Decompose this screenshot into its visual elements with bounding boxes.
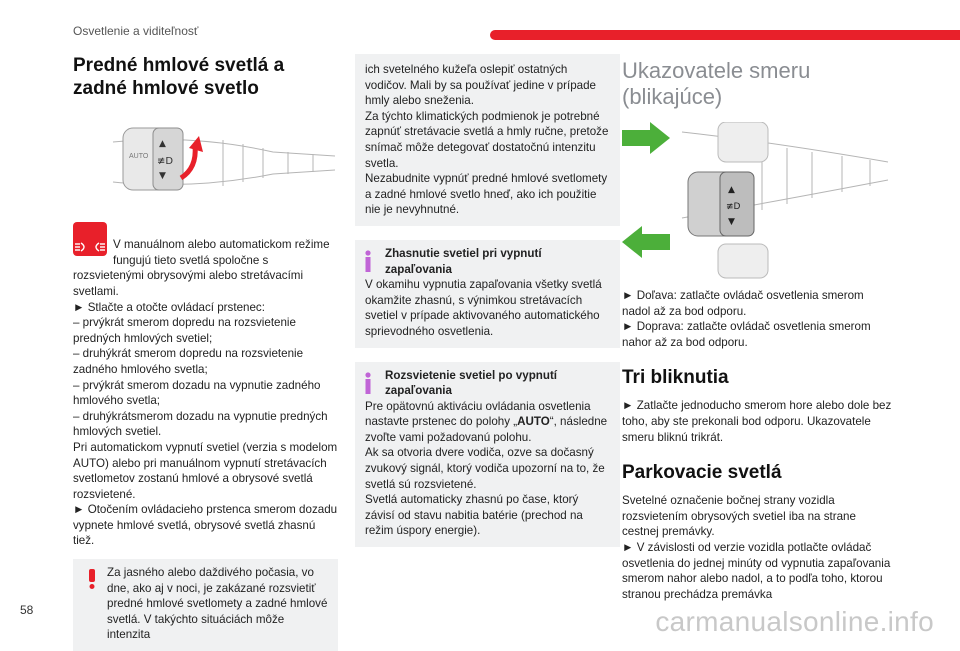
info-title-lights-on: Rozsvietenie svetiel po vypnutí zapaľovania: [385, 368, 558, 398]
parking-lights-text: Svetelné označenie bočnej strany vozidla rozsvietením obrysových svetiel iba na strane cestnej premávky. ► V závislosti od verzie vozidla potlačte ovládač osvetlenia do jednej minúty od vypnutia zapaľovania smerom nahor alebo nadol, a to podľa toho, ktorou stranou prechádza premávka: [622, 494, 891, 601]
left-turn-arrow-icon: [622, 226, 670, 258]
fog-light-indicator-icon: [73, 222, 107, 256]
stalk-auto-label: AUTO: [129, 153, 149, 160]
lights-notes-section: [355, 54, 620, 547]
auto-keyword: AUTO: [517, 415, 550, 429]
parking-lights-heading: Parkovacie svetlá: [622, 462, 782, 484]
svg-text:≢D: ≢D: [726, 202, 741, 212]
watermark: carmanualsonline.info: [655, 606, 934, 637]
warning-exclamation-icon: [87, 569, 97, 589]
fog-lights-text: V manuálnom alebo automatickom režime fungujú tieto svetlá spoločne s rozsvietenými obrysovými alebo stretávacími svetlami. ► Stlačte a otočte ovládací prstenec: – prvýkrát smerom dopredu na rozsvietenie predných hmlových svetiel; – druhýkrát smerom dopredu na rozsvietenie zadného hmlového svetla; – prvýkrát smerom dozadu na vypnutie zadného hmlového svetla; – druhýkrátsmerom dozadu na vypnutie predných hmlových svetiel. Pri automatickom vypnutí svetiel (verzia s modelom AUTO) alebo pri manuálnom vypnutí stretávacích svetlometov zostanú hmlové a obrysové svetlá rozsvietené. ► Otočením ovládacieho prstenca smerom dozadu vypnete hmlové svetlá, obrysové svetlá zhasnú tiež.: [73, 238, 338, 548]
svg-text:≢D: ≢D: [157, 156, 174, 167]
info-icon: [365, 250, 371, 272]
svg-text:▲: ▲: [159, 139, 166, 149]
continued-text: ich svetelného kužeľa oslepiť ostatných vodičov. Mali by sa používať jedine v prípade hmly alebo sneženia. Za týchto klimatických podmienok je potrebné zapnúť stretávacie svetlá a hmly ručne, pretože snímač môže detegovať dostatočnú intenzitu svetla. Nezabudnite vypnúť predné hmlové svetlomety a zadné hmlové svetlo hneď, ako ich použitie nie je nevyhnutné.: [365, 63, 609, 217]
warning-box: [73, 559, 338, 651]
info-box-switch-off: [355, 240, 620, 348]
fog-lights-heading: Predné hmlové svetlá a zadné hmlové svetlo: [73, 55, 285, 99]
three-flashes-heading: Tri bliknutia: [622, 367, 729, 389]
svg-text:▲: ▲: [728, 185, 735, 195]
turn-instructions: ► Doľava: zatlačte ovládač osvetlenia smerom nadol až za bod odporu. ► Doprava: zatlačte ovládač osvetlenia smerom nahor až za bod odporu.: [622, 289, 871, 349]
turn-signal-illustration: [622, 122, 892, 282]
warning-text: Za jasného alebo daždivého počasia, vo dne, ako aj v noci, je zakázané rozsvietiť predné hmlové svetlomety a zadné hmlové svetlá. V takýchto situáciách môže intenzita: [107, 566, 328, 642]
info-body-switch-off: V okamihu vypnutia zapaľovania všetky svetlá okamžite zhasnú, s výnimkou stretávacích svetiel v prípade aktivovaného automatického sprievodného osvetlenia.: [365, 278, 602, 338]
fog-stalk-illustration: [73, 112, 338, 198]
right-turn-arrow-icon: [622, 122, 670, 154]
fog-lights-body: [73, 206, 338, 549]
fog-lights-section: [73, 54, 338, 651]
header-accent-bar: [490, 30, 960, 40]
info-body-part-a: Pre opätovnú aktiváciu ovládania osvetlenia nastavte prstenec do polohy „: [365, 399, 591, 429]
info-body-lights-on: [365, 399, 610, 539]
chapter-title: Osvetlenie a viditeľnosť: [73, 24, 199, 38]
svg-text:▼: ▼: [728, 217, 735, 227]
info-icon: [365, 372, 371, 394]
info-box-lights-on: [355, 362, 620, 548]
info-body-part-b: “, následne zvoľte vami požadovanú polohu. Ak sa otvoria dvere vodiča, ozve sa dočasný zvukový signál, ktorý vodiča upozorní na to, že svetlá sú rozsvietené. Svetlá automaticky zhasnú po čase, ktorý závisí od stavu nabitia batérie (prechod na režim úspory energie).: [365, 415, 608, 538]
three-flashes-text: ► Zatlačte jednoducho smerom hore alebo dole bez toho, aby ste prekonali bod odporu. Ukazovatele smeru bliknú trikrát.: [622, 399, 892, 444]
indicators-heading: Ukazovatele smeru (blikajúce): [622, 58, 811, 109]
continued-box: [355, 54, 620, 226]
indicators-section: [622, 54, 892, 602]
svg-text:▼: ▼: [159, 171, 166, 181]
info-title-switch-off: Zhasnutie svetiel pri vypnutí zapaľovania: [385, 246, 542, 276]
page-number: 58: [20, 603, 34, 617]
